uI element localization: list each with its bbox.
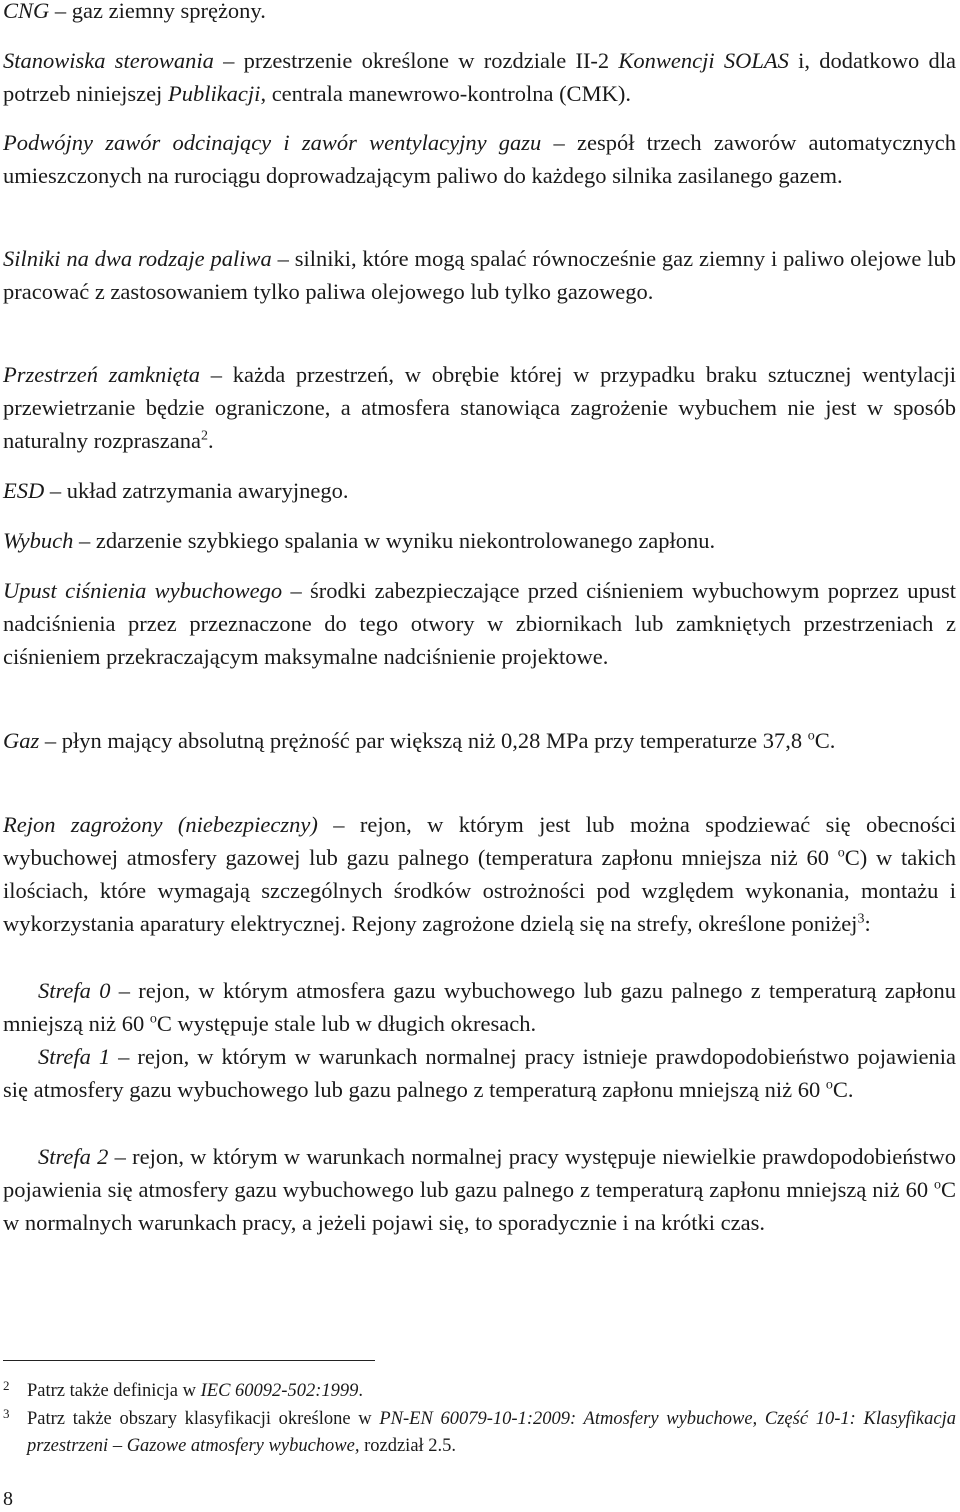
footnote-2 — [3, 1378, 956, 1405]
definition-term: Upust ciśnienia wybuchowego — [3, 578, 283, 603]
definition-enclosed-space — [3, 358, 956, 457]
definition-text: – płyn mający absolutną prężność par większą niż 0,28 MPa przy temperaturze 37,8 — [39, 728, 808, 753]
degree-sup: o — [807, 728, 815, 744]
definition-text: – każda przestrzeń, w obrębie której w przypadku braku sztucznej wentylacji przewietrzanie będzie ograniczone, a atmosfera stanowiąca zagrożenie wybuchem nie jest w sposób naturalny rozpraszana — [3, 362, 956, 453]
footnote-separator — [3, 1360, 375, 1361]
definition-text: – środki zabezpieczające przed ciśnieniem wybuchowym poprzez upust nadciśnienia przez przeznaczone do tego otwory w zbiornikach lub zamkniętych przestrzeniach z ciśnieniem przekraczającym maksymalne nadciśnienie projektowe. — [3, 578, 956, 669]
definition-gas — [3, 724, 956, 757]
zone-text: – rejon, w którym w warunkach normalnej pracy występuje niewielkie prawdopodobieństwo pojawienia się atmosfery gazu wybuchowego lub gazu palnego z temperaturą zapłonu mniejszą niż 60 — [3, 1144, 956, 1202]
footnote-text: Patrz także definicja w — [27, 1381, 201, 1401]
degree-sup: o — [837, 845, 845, 861]
zone-1 — [3, 1040, 956, 1106]
definition-text: i, dodatkowo dla potrzeb niniejszej — [3, 48, 956, 106]
definition-double-block-valve — [3, 126, 956, 192]
zone-text: – rejon, w którym atmosfera gazu wybuchowego lub gazu palnego z temperaturą zapłonu mniejszą niż 60 — [3, 978, 956, 1036]
footnote-italic-ref: IEC 60092-502:1999 — [200, 1381, 359, 1401]
footnote-italic-ref: PN-EN 60079-10-1:2009: Atmosfery wybuchowe, Część 10-1: Klasyfikacja przestrzeni – Gazowe atmosfery wybuchowe, — [27, 1409, 956, 1456]
definition-text: – gaz ziemny sprężony. — [49, 0, 266, 23]
definition-text: – rejon, w którym jest lub można spodziewać się obecności wybuchowej atmosfery gazowej lub gazu palnego (temperatura zapłonu mniejsza niż 60 — [3, 812, 957, 870]
zone-term: Strefa 2 — [38, 1144, 109, 1169]
degree-sup: o — [933, 1177, 941, 1193]
footnote-text: . — [358, 1381, 363, 1401]
footnote-text: Patrz także obszary klasyfikacji określone w — [27, 1409, 380, 1429]
definition-text: : — [864, 911, 871, 936]
footnote-ref: 2 — [201, 428, 209, 444]
definition-italic-ref: Publikacji — [167, 81, 261, 106]
definition-text: – przestrzenie określone w rozdziale II-2 — [213, 48, 619, 73]
zone-text: C w normalnych warunkach pracy, a jeżeli pojawi się, to sporadycznie i na krótki czas. — [3, 1177, 956, 1235]
definition-italic-ref: Konwencji SOLAS — [618, 48, 789, 73]
definition-text: C) w takich ilościach, które wymagają szczególnych środków ostrożności pod względem wykonania, montażu i wykorzystania aparatury elektrycznej. Rejony zagrożone dzielą się na strefy, określone poniżej — [3, 845, 956, 936]
zone-text: C występuje stale lub w długich okresach. — [156, 1011, 537, 1036]
definition-cng — [3, 0, 956, 27]
definition-text: , centrala manewrowo-kontrolna (CMK). — [260, 81, 631, 106]
footnote-3 — [3, 1406, 956, 1460]
definition-text: C. — [814, 728, 836, 753]
definition-esd — [3, 474, 956, 507]
definition-text: – zespół trzech zaworów automatycznych umieszczonych na rurociągu doprowadzającym paliwo do każdego silnika zasilanego gazem. — [3, 130, 956, 188]
definition-explosion-venting — [3, 574, 956, 673]
definition-explosion — [3, 524, 956, 557]
degree-sup: o — [149, 1011, 157, 1027]
definition-term: Rejon zagrożony (niebezpieczny) — [3, 812, 318, 837]
definition-hazardous-area — [3, 808, 956, 940]
footnote-ref: 3 — [857, 911, 865, 927]
footnote-number: 2 — [3, 1378, 10, 1393]
zone-text: C. — [832, 1077, 854, 1102]
page-number: 8 — [3, 1488, 13, 1510]
definition-control-stations — [3, 44, 956, 110]
definition-text: – układ zatrzymania awaryjnego. — [44, 478, 349, 503]
definition-dual-fuel-engines — [3, 242, 956, 308]
footnote-number: 3 — [3, 1406, 10, 1421]
definition-term: CNG — [3, 0, 50, 23]
zone-0 — [3, 974, 956, 1040]
definition-term: Gaz — [3, 728, 40, 753]
zone-term: Strefa 0 — [38, 978, 111, 1003]
zone-text: – rejon, w którym w warunkach normalnej pracy istnieje prawdopodobieństwo pojawienia się atmosfery gazu wybuchowego lub gazu palnego z temperaturą zapłonu mniejszą niż 60 — [3, 1044, 956, 1102]
definition-text: – silniki, które mogą spalać równocześnie gaz ziemny i paliwo olejowe lub pracować z zastosowaniem tylko paliwa olejowego lub tylko gazowego. — [3, 246, 956, 304]
definition-term: Podwójny zawór odcinający i zawór wentylacyjny gazu — [3, 130, 542, 155]
definition-term: Stanowiska sterowania — [3, 48, 214, 73]
zone-term: Strefa 1 — [38, 1044, 111, 1069]
definition-term: Wybuch — [3, 528, 74, 553]
zone-2 — [3, 1140, 956, 1239]
definition-text: – zdarzenie szybkiego spalania w wyniku niekontrolowanego zapłonu. — [73, 528, 716, 553]
degree-sup: o — [825, 1077, 833, 1093]
footnote-text: rozdział 2.5. — [359, 1436, 457, 1456]
definition-term: Przestrzeń zamknięta — [3, 362, 200, 387]
definition-text: . — [208, 428, 214, 453]
definition-term: Silniki na dwa rodzaje paliwa — [3, 246, 272, 271]
definition-term: ESD — [3, 478, 45, 503]
